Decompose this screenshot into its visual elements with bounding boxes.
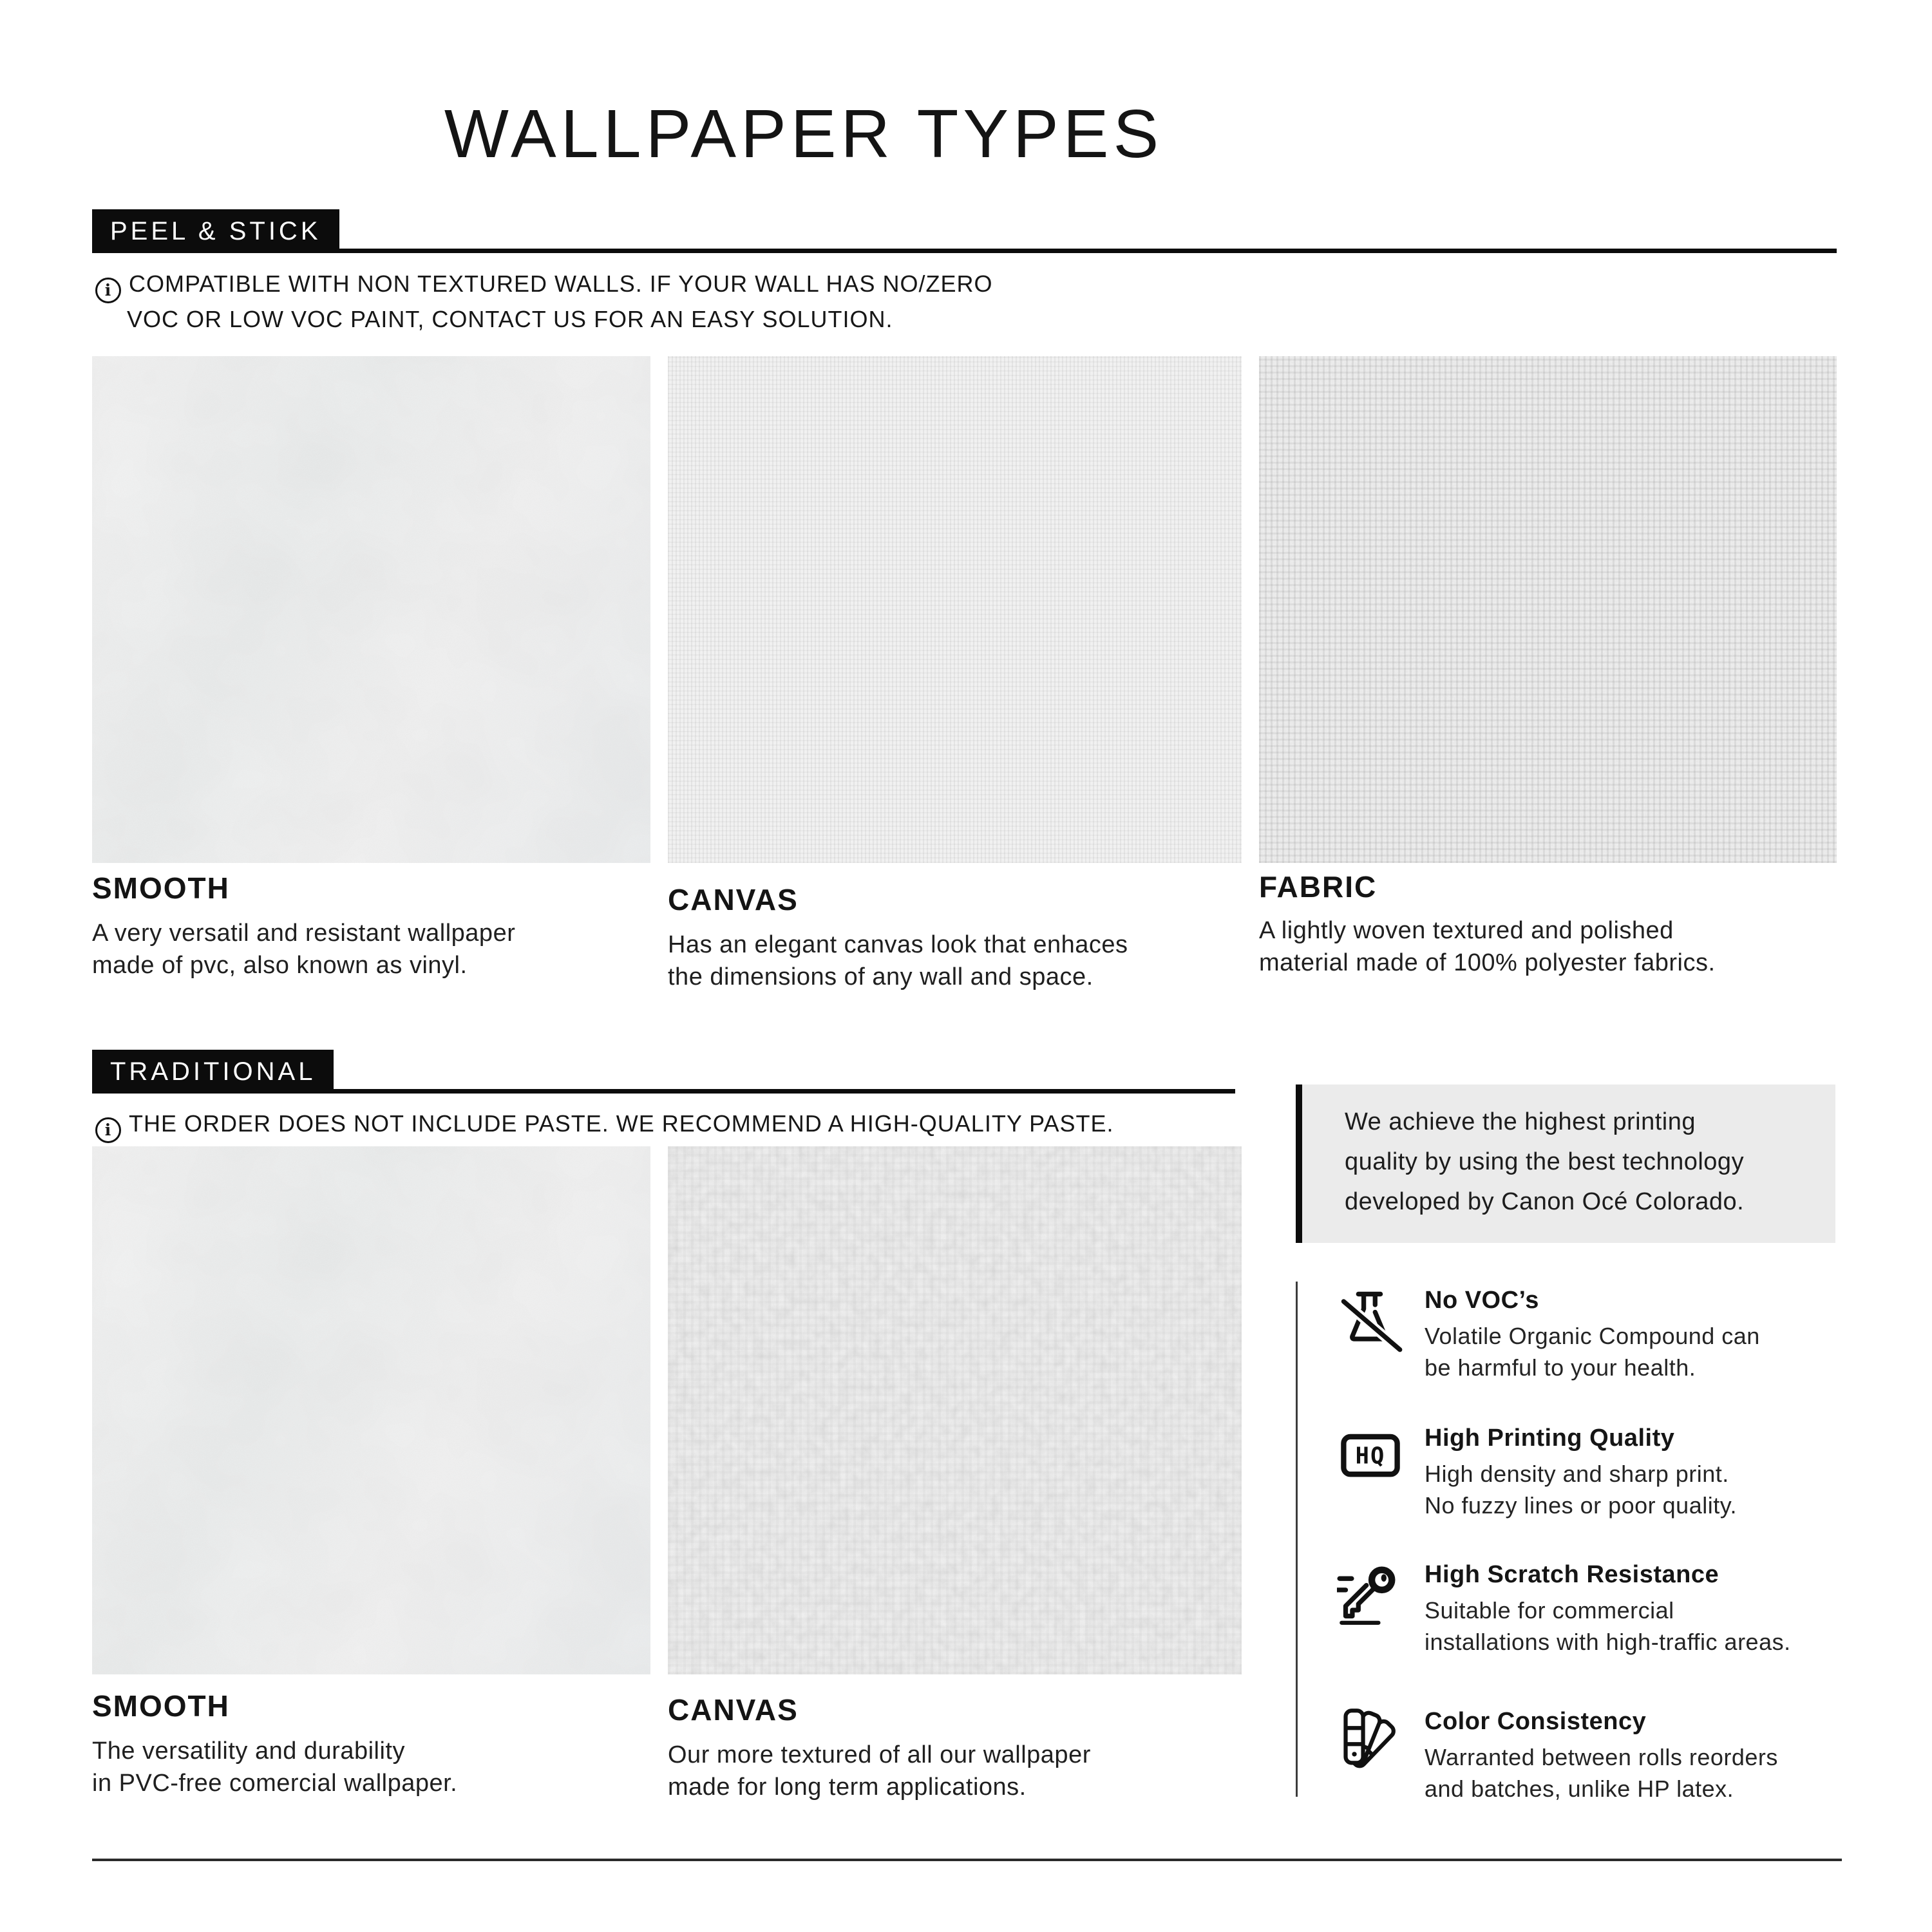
swatch-name-canvas-trad: CANVAS (668, 1693, 799, 1727)
color-swatches-icon (1337, 1707, 1404, 1774)
traditional-note (95, 1108, 1114, 1143)
swatch-desc-smooth-ps: A very versatil and resistant wallpaper made of pvc, also known as vinyl. (92, 920, 516, 979)
swatch-name-smooth-trad: SMOOTH (92, 1689, 230, 1723)
peel-stick-note-line1 (95, 268, 993, 303)
info-icon: i (95, 1117, 121, 1143)
traditional-smooth-swatch (92, 1146, 650, 1674)
feature-title-hq: High Printing Quality (1425, 1425, 1675, 1452)
smooth-texture-noise (92, 1146, 650, 1674)
callout-accent-bar (1296, 1084, 1302, 1243)
traditional-canvas-swatch (668, 1146, 1242, 1674)
svg-text:HQ: HQ (1355, 1443, 1386, 1470)
swatch-desc-fabric-ps: A lightly woven textured and polished material made of 100% polyester fabrics. (1259, 917, 1716, 976)
peel-stick-smooth-swatch (92, 356, 650, 863)
feature-title-no-voc: No VOC’s (1425, 1287, 1539, 1314)
swatch-name-canvas-ps: CANVAS (668, 883, 799, 916)
smooth-texture-noise (92, 356, 650, 863)
features-divider (1296, 1282, 1298, 1797)
footer-rule (92, 1859, 1842, 1861)
feature-title-color: Color Consistency (1425, 1708, 1647, 1735)
feature-desc-scratch: Suitable for commercial installations with high-traffic areas. (1425, 1597, 1791, 1655)
peel-stick-rule (92, 249, 1837, 253)
callout-line1: We achieve the highest printing (1345, 1108, 1696, 1135)
peel-stick-fabric-swatch (1259, 356, 1837, 863)
feature-desc-color: Warranted between rolls reorders and batches, unlike HP latex. (1425, 1744, 1778, 1802)
callout-line3: developed by Canon Océ Colorado. (1345, 1188, 1745, 1215)
swatch-desc-canvas-trad: Our more textured of all our wallpaper made for long term applications. (668, 1741, 1091, 1801)
swatch-desc-smooth-trad: The versatility and durability in PVC-free comercial wallpaper. (92, 1738, 458, 1797)
quality-callout (1302, 1084, 1835, 1243)
page-title: WALLPAPER TYPES (444, 96, 1164, 172)
traditional-note-line (95, 1108, 1114, 1143)
hq-badge-icon (1337, 1421, 1404, 1488)
peel-stick-note-line2: VOC OR LOW VOC PAINT, CONTACT US FOR AN EASY SOLUTION. (127, 305, 893, 332)
peel-stick-label: PEEL & STICK (92, 209, 339, 253)
rough-texture-noise (668, 1146, 1242, 1674)
no-voc-flask-icon (1337, 1287, 1404, 1354)
traditional-note-text: THE ORDER DOES NOT INCLUDE PASTE. WE RECOMMEND A HIGH-QUALITY PASTE. (129, 1110, 1114, 1137)
feature-desc-hq: High density and sharp print. No fuzzy lines or poor quality. (1425, 1461, 1738, 1519)
swatch-name-fabric-ps: FABRIC (1259, 870, 1378, 904)
callout-line2: quality by using the best technology (1345, 1148, 1745, 1175)
traditional-label: TRADITIONAL (92, 1050, 334, 1094)
scratch-key-icon (1337, 1558, 1404, 1625)
swatch-name-smooth-ps: SMOOTH (92, 871, 230, 905)
info-icon: i (95, 278, 121, 303)
feature-desc-no-voc: Volatile Organic Compound can be harmful to your health. (1425, 1323, 1760, 1381)
canvas-texture-noise (668, 356, 1242, 863)
peel-stick-canvas-swatch (668, 356, 1242, 863)
feature-title-scratch: High Scratch Resistance (1425, 1561, 1719, 1588)
peel-stick-note-text1: COMPATIBLE WITH NON TEXTURED WALLS. IF YOUR WALL HAS NO/ZERO (129, 270, 993, 297)
swatch-desc-canvas-ps: Has an elegant canvas look that enhaces the dimensions of any wall and space. (668, 931, 1128, 990)
fabric-texture-noise (1259, 356, 1837, 863)
peel-stick-note (95, 268, 993, 335)
